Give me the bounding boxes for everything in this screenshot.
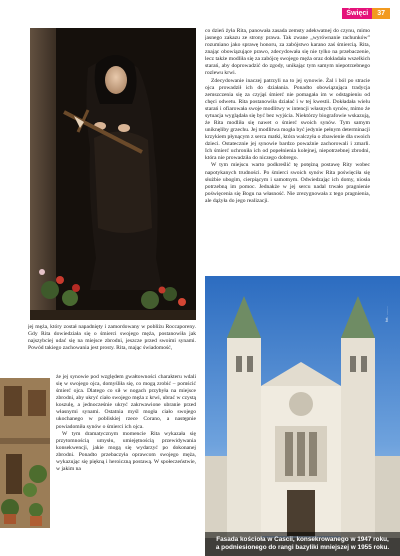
basilica-facade-with-two-towers-icon	[205, 276, 400, 556]
basilica-cascia-photo	[205, 276, 400, 556]
page-header	[342, 8, 390, 19]
church-photo-caption	[205, 532, 400, 556]
paragraph: Zdecydowanie inaczej patrzyli na to jej synowie. Żal i ból po stracie ojca prowadził ich do działania. Ponadto obowiązująca tradycja zemszczenia się za czyjąś śmierć nie pomagała im w odstąpieniu od chęci odwetu. Rita postanowiła działać i w tej kwestii. Dokładała wielu starań i ofiarowała swoje modlitwy w intencji własnych synów, mimo że sytuacja wyglądała się być bez wyjścia. Niektórzy biografowie wskazują, że Rita modliła się nawet o śmierć swoich synów. Tym samym uniknęliby grzechu. Jej modlitwa mogła być jedynie pełnym determinacji krzykiem płynącym z serca matki, która walczyła o zbawienie dla swoich dzieci. Ostatecznie jej synowie bardzo poważnie zachorowali i zmarli. Ich śmierć uchroniła ich od popełnienia kolejnej, niepotrzebnej zbrodni, która nie prowadziła do niczego dobrego.	[205, 77, 370, 162]
paragraph: W tym dramatycznym momencie Rita wykazała się przytomnością umysłu, umiejętnością przewidywania konsekwencji, jakie mogą się wydarzyć po dokonanej zbrodni. Ponadto przebaczyła oprawcom swojego męża, wykazując się piękną i heroiczną postawą. W społeczeństwie, w jakim na	[56, 430, 196, 473]
photo-credit: fot. ........	[384, 306, 389, 322]
paragraph: W tym miejscu warto podkreślić tę potężną postawę Rity wobec napotykanych trudności. Po śmierci swoich synów Rita poświęciła się służbie ubogim, cierpiącym i samotnym. Odwiedzając ich domy, niosła potrzebną im pomoc. Jednakże w jej sercu nadal trwało pragnienie poświęcenia się Bogu na własność. Nie zrezygnowała z tego pragnienia, ale dążyła do jego realizacji.	[205, 162, 370, 204]
paragraph: że jej synowie pod względem gwałtowności charakteru wdali się w swojego ojca, domyśliła się, co mogą zrobić – pomścić śmierć ojca. Dlatego co sił w nogach przybyła na miejsce zbrodni, aby ukryć ciało swojego męża z krwi, ubrać w czystą koszulę, a jednocześnie ukryć zakrwawione ubranie przed własnymi synami. Ostatnia myśl mogła ciało swojego ukochanego w pobliskiej rzece Corano, a następnie powiadomiła synów o śmierci ich ojca.	[56, 374, 196, 430]
article-column-left-wide	[28, 324, 196, 374]
caption-line: Fasada kościoła w Cascii, konsekrowanego w 1947 roku,	[216, 536, 389, 543]
statue-of-saint-rita-with-crucifix-icon	[30, 28, 196, 320]
paragraph: co dzień żyła Rita, panowała zasada zemsty adekwatnej do czynu, mimo jasnego zakazu ze strony prawa. Tak zwane „wyrównanie rachunków” rozumiano jako sprawę honoru, za zabójstwo karano zaś śmiercią. Rita, znając obowiązujące prawo, zdecydowała się nie tylko na przebaczenie, lecz także modliła się za zabójcę swojego męża oraz dokładała wszelkich starań, aby doprowadzić do zgody, unikając tym samym niepotrzebnego rozlewu krwi.	[205, 28, 370, 77]
village-house-photo	[0, 378, 50, 528]
page-number: 37	[372, 8, 390, 19]
section-label: Święci	[342, 8, 372, 19]
article-column-left-narrow	[56, 374, 196, 554]
article-column-right	[205, 28, 370, 268]
caption-line: a podniesionego do rangi bazyliki mniejszej w 1955 roku.	[215, 544, 390, 551]
paragraph: jej męża, który został napadnięty i zamordowany w pobliżu Roccaporeny. Gdy Rita dowiedziała się o śmierci swojego męża, postanowiła jak najszybciej udać się na miejsce zbrodni, jeszcze przed swoimi synami. Powód takiego zachowania jest prosty. Rita, mając świadomość,	[28, 324, 196, 352]
stone-house-with-potted-plants-icon	[0, 378, 50, 528]
saint-rita-statue-photo	[30, 28, 196, 320]
